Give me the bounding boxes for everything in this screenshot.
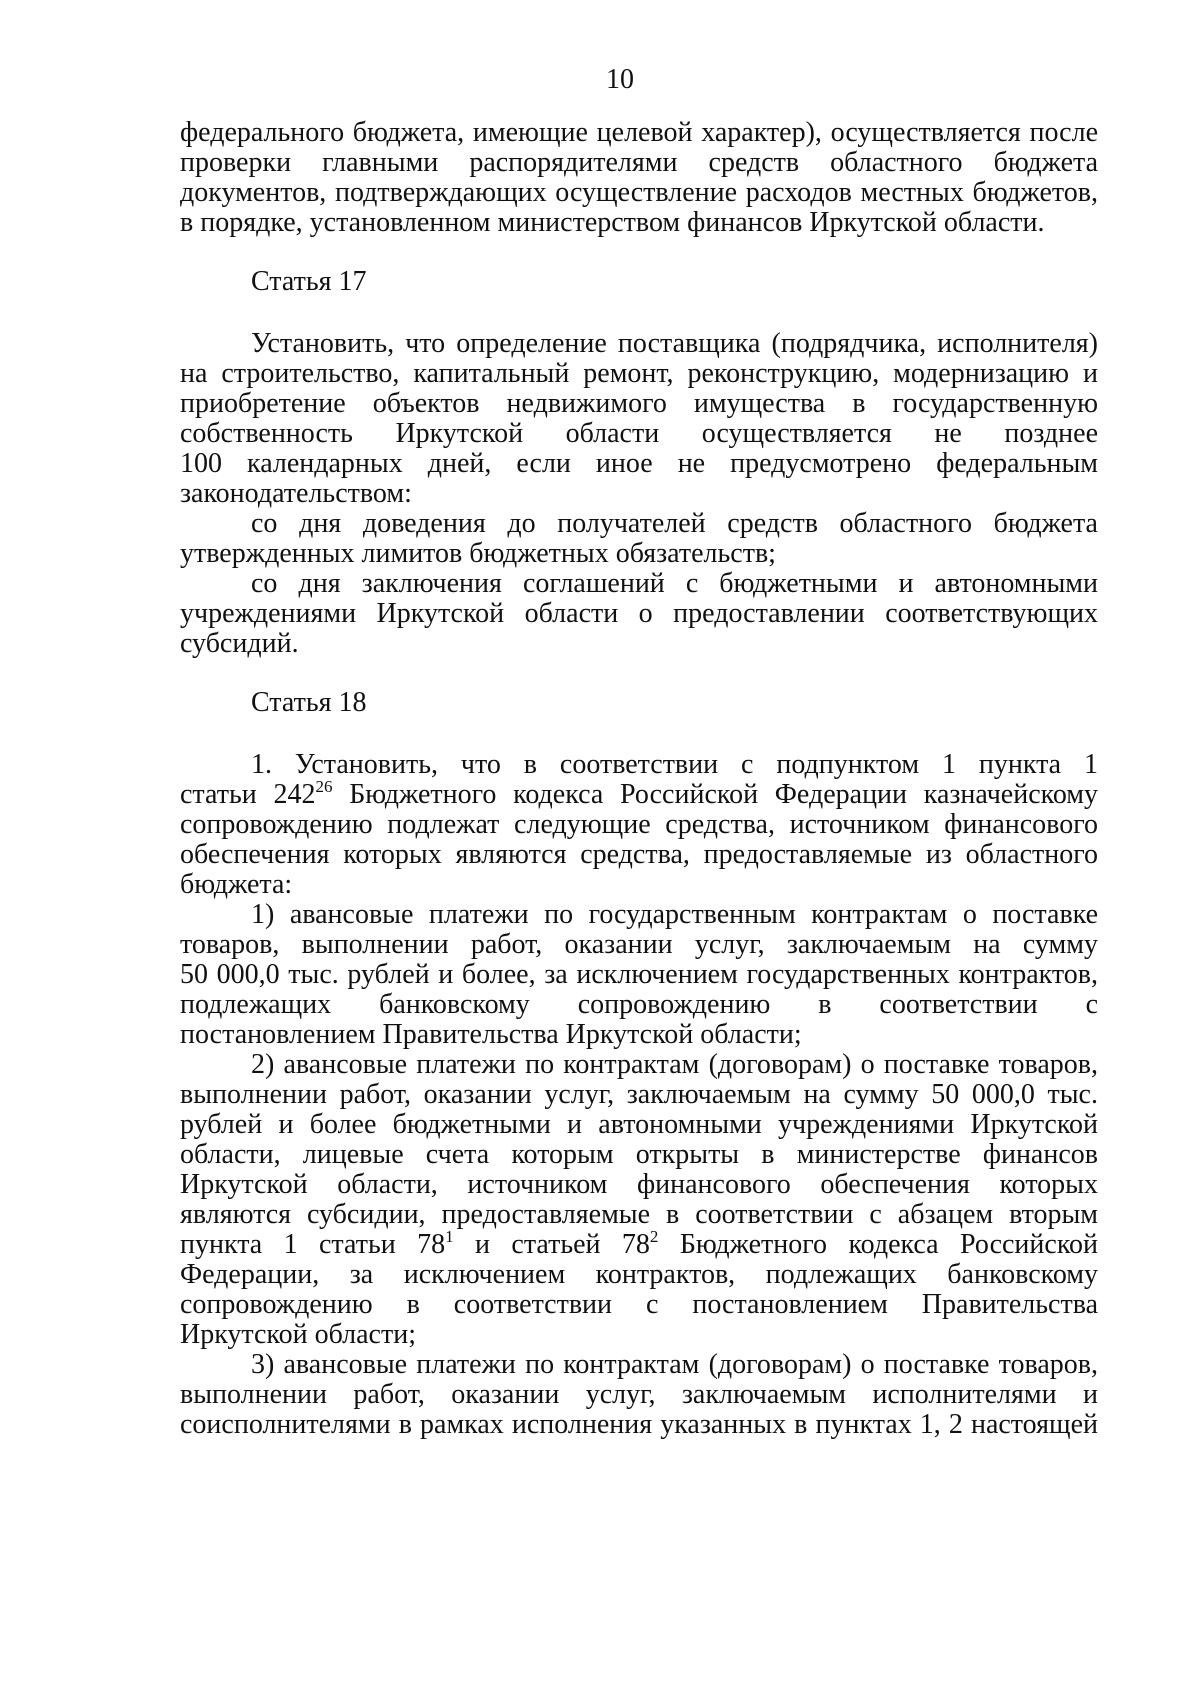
page-number: 10 xyxy=(606,64,634,95)
text-fragment: статьи 242 xyxy=(180,779,316,810)
text-line: являются субсидии, предоставляемые в соответствии с абзацем вторым xyxy=(180,1199,1098,1230)
text-line: 3) авансовые платежи по контрактам (договорам) о поставке товаров, xyxy=(251,1349,1098,1380)
text-line: 100 календарных дней, если иное не предусмотрено федеральным xyxy=(180,448,1098,479)
text-line: сопровождению подлежат следующие средства, источником финансового xyxy=(180,809,1098,840)
text-line: документов, подтверждающих осуществление расходов местных бюджетов, xyxy=(180,177,1098,208)
text-line: подлежащих банковскому сопровождению в соответствии с xyxy=(180,989,1098,1020)
superscript: 26 xyxy=(315,777,333,796)
article-18-heading: Статья 18 xyxy=(251,687,367,718)
text-line: приобретение объектов недвижимого имущества в государственную xyxy=(180,388,1098,419)
text-line: 2) авансовые платежи по контрактам (договорам) о поставке товаров, xyxy=(251,1049,1098,1080)
text-line: 1) авансовые платежи по государственным контрактам о поставке xyxy=(251,899,1098,930)
text-line: Иркутской области; xyxy=(180,1319,416,1350)
text-fragment: Бюджетного кодекса Российской xyxy=(658,1229,1098,1260)
text-line: рублей и более бюджетными и автономными учреждениями Иркутской xyxy=(180,1109,1098,1140)
text-line: сопровождению в соответствии с постановлением Правительства xyxy=(180,1289,1098,1320)
text-line: законодательством: xyxy=(180,478,412,509)
text-line: субсидий. xyxy=(180,628,299,659)
superscript: 2 xyxy=(649,1227,659,1246)
text-line: со дня заключения соглашений с бюджетными и автономными xyxy=(251,568,1098,599)
text-line: собственность Иркутской области осуществляется не позднее xyxy=(180,418,1098,449)
text-fragment: Бюджетного кодекса Российской Федерации казначейскому xyxy=(332,779,1099,810)
text-line: 50 000,0 тыс. рублей и более, за исключением государственных контрактов, xyxy=(180,959,1098,990)
text-line: 1. Установить, что в соответствии с подпунктом 1 пункта 1 xyxy=(251,749,1098,780)
text-line: Иркутской области, источником финансового обеспечения которых xyxy=(180,1169,1098,1200)
text-line: федерального бюджета, имеющие целевой характер), осуществляется после xyxy=(180,117,1098,148)
text-line: области, лицевые счета которым открыты в министерстве финансов xyxy=(180,1139,1098,1170)
text-line: выполнении работ, оказании услуг, заключаемым на сумму 50 000,0 тыс. xyxy=(180,1079,1098,1110)
text-line: постановлением Правительства Иркутской области; xyxy=(180,1019,802,1050)
text-line: на строительство, капитальный ремонт, реконструкцию, модернизацию и xyxy=(180,358,1098,389)
text-line: утвержденных лимитов бюджетных обязательств; xyxy=(180,538,776,569)
text-line: выполнении работ, оказании услуг, заключаемым исполнителями и xyxy=(180,1379,1098,1410)
text-line: бюджета: xyxy=(180,869,293,900)
superscript: 1 xyxy=(445,1227,454,1246)
text-fragment: пункта 1 статьи 78 xyxy=(180,1229,446,1260)
text-line: учреждениями Иркутской области о предоставлении соответствующих xyxy=(180,598,1098,629)
text-line: Установить, что определение поставщика (подрядчика, исполнителя) xyxy=(251,328,1098,359)
text-line: товаров, выполнении работ, оказании услуг, заключаемым на сумму xyxy=(180,929,1098,960)
text-line xyxy=(180,1229,1098,1261)
text-line: обеспечения которых являются средства, предоставляемые из областного xyxy=(180,839,1098,870)
text-line: соисполнителями в рамках исполнения указанных в пунктах 1, 2 настоящей xyxy=(180,1409,1098,1440)
article-17-heading: Статья 17 xyxy=(251,266,367,297)
text-line: в порядке, установленном министерством финансов Иркутской области. xyxy=(180,207,1045,238)
text-line: проверки главными распорядителями средств областного бюджета xyxy=(180,147,1098,178)
text-line: со дня доведения до получателей средств областного бюджета xyxy=(251,508,1098,539)
text-line: Федерации, за исключением контрактов, подлежащих банковскому xyxy=(180,1259,1098,1290)
text-fragment: и статьей 78 xyxy=(453,1229,650,1260)
text-line xyxy=(180,779,1098,811)
